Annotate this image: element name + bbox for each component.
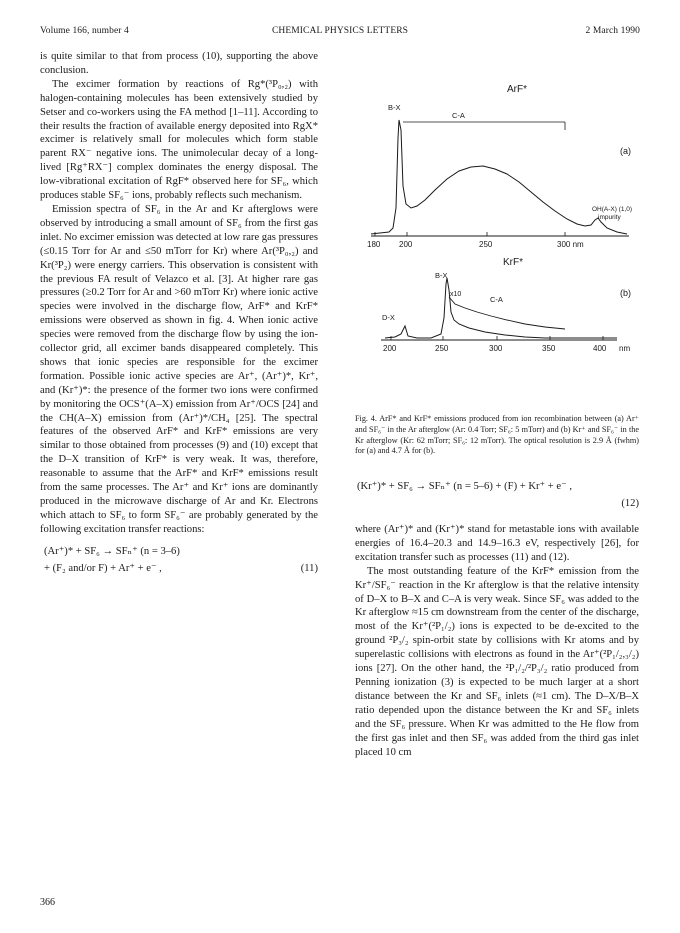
equation-11 <box>40 545 318 576</box>
panel-b-gain: x10 <box>450 291 462 298</box>
panel-a-tick-250: 250 <box>479 240 493 249</box>
figure-4-caption: Fig. 4. ArF* and KrF* emissions produced from ion recombination between (a) Ar⁺ and SF₆⁻ in the Ar afterglow (Ar: 0.4 Torr; SF₆: 5 mTorr) and (b) Kr⁺ and SF₆⁻ in the Kr afterglow (Kr: 62 mTorr; SF₆: 12 mTorr). The optical resolution is 2.9 Å (fwhm) for (a) and 4.7 Å for (b). <box>355 414 639 456</box>
panel-b-tick-unit: nm <box>619 344 631 353</box>
panel-a-tick-180: 180 <box>367 240 381 249</box>
paragraph-continuation: is quite similar to that from process (10), supporting the above conclusion. <box>40 51 318 76</box>
panel-b-tick-400: 400 <box>593 344 607 353</box>
paragraph-emission-spectra: Emission spectra of SF₆ in the Ar and Kr afterglows were observed by introducing a small amount of SF₆ from the first gas inlet. No excimer emission was detected at low rare gas pressures (≤0.15 Torr for Ar and ≤50 mTorr for Kr) where Ar(³P₀,₂) and Kr(³P₂) were energy carriers. This observation is consistent with the previous FA result of Velazco et al. [3]. At higher rare gas pressures (≥0.2 Torr for Ar and >60 mTorr Kr) where ionic active species were involved in the discharge flow, ArF* and KrF* emissions were observed as shown in fig. 4. When ionic active species were removed from the discharge flow by using the ion-collector grid, all excimer bands disappeared completely. This shows that ionic species are responsible for the excimer formation. Possible ionic active species are Ar⁺, (Ar⁺)*, Kr⁺, and (Kr⁺)*: the presence of the former two ions were confirmed by monitoring the OCS⁺(A–X) emission from Ar⁺/OCS [24] and the CH(A–X) emission from (Ar⁺)*/CH₄ [25]. The spectral features of the observed ArF* and KrF* emissions are very similar to those obtained from processes (9) and (10) except that the D–X transition of KrF* is very weak. It was, therefore, reasonable to assume that the ArF* and KrF* emissions result from the same processes. The Ar⁺ and Kr⁺ ions are dominantly produced in the microwave discharge of Ar and Kr. Electrons which attach to SF₆ to form SF₆⁻ are probably generated by the following excitation transfer reactions: <box>40 203 318 535</box>
panel-a-impurity-line-2: impurity <box>598 214 621 221</box>
page-header <box>40 26 640 40</box>
panel-b-band-bx: B-X <box>435 271 448 280</box>
panel-b-tick-300: 300 <box>489 344 503 353</box>
panel-a-label: (a) <box>620 146 631 156</box>
right-column <box>355 480 639 759</box>
panel-b-band-dx: D-X <box>382 313 395 322</box>
equation-11-number: (11) <box>300 562 318 574</box>
panel-b-spectrum-x10 <box>449 297 565 329</box>
journal-name: CHEMICAL PHYSICS LETTERS <box>271 26 409 36</box>
volume-number: Volume 166, number 4 <box>40 26 129 36</box>
panel-b-label: (b) <box>620 288 631 298</box>
left-column <box>40 50 318 576</box>
figure-4 <box>355 68 639 473</box>
figure-4-graphics <box>355 68 639 413</box>
panel-b-tick-350: 350 <box>542 344 556 353</box>
panel-a-band-ca: C-A <box>452 111 465 120</box>
equation-12 <box>355 480 639 513</box>
panel-a-title: ArF* <box>507 84 527 95</box>
paragraph-metastable-ions: where (Ar⁺)* and (Kr⁺)* stand for metastable ions with available energies of 16.4–20.3 and 14.9–16.3 eV, respectively [26], for excitation transfer such as processes (11) and (12). <box>355 524 639 563</box>
page-number: 366 <box>40 897 55 908</box>
equation-12-formula: (Kr⁺)* + SF₆ → SFₙ⁺ (n = 5–6) + (F) + Kr⁺ + e⁻ , <box>357 481 573 492</box>
panel-a-tick-300: 300 nm <box>557 240 584 249</box>
panel-b-spectrum <box>385 278 617 338</box>
panel-b-tick-250: 250 <box>435 344 449 353</box>
panel-a-band-bx: B-X <box>388 103 401 112</box>
panel-b-tick-200: 200 <box>383 344 397 353</box>
paragraph-krf-feature: The most outstanding feature of the KrF* emission from the Kr⁺/SF₆⁻ reaction in the Kr afterglow is that the relative intensity of D–X to B–X and C–A is very weak. Since SF₆ was added to the Kr afterglow ≈15 cm downstream from the center of the discharge, most of the Kr⁺(²P₁/₂) ions is expected to be de-excited to the ground ²P₃/₂ spin-orbit state by collisions with Kr atoms and by superelastic collisions with electrons as found in the Ar⁺(²P₁/₂,₃/₂) ions [27]. On the other hand, the ²P₁/₂/²P₃/₂ ratio produced from Penning ionization (3) is expected to be much larger at a short distance between the Kr and SF₆ inlets (≈1 cm). The D–X/B–X ratio depended upon the distance between the Kr and SF₆ inlets and the SF₆ pressure. When Kr was admitted to the He flow from the first gas inlet and then SF₆ was added from the third gas inlet placed 10 cm <box>355 565 639 758</box>
panel-a-impurity-line-1: OH(A-X) (1,0) <box>592 206 633 213</box>
equation-11-line-1: (Ar⁺)* + SF₆ → SFₙ⁺ (n = 3–6) <box>44 545 180 557</box>
paragraph-excimer-formation: The excimer formation by reactions of Rg*(³P₀,₂) with halogen-containing molecules has been extensively studied by Setser and co-workers using the FA method [1–11]. According to their results the fraction of available energy deposited into RgX* excimer is relatively small for molecules which form stable parent RX⁻ negative ions. The unimolecular decay of a long-lived [Rg⁺RX⁻] complex dominates the energy disposal. The low-vibrational excitation of RgF* observed here for SF₆, which produces stable SF₆⁻ ions, probably reflects such mechanism. <box>40 78 318 202</box>
equation-12-number: (12) <box>621 498 639 509</box>
panel-b-band-ca: C-A <box>490 295 503 304</box>
panel-b-title: KrF* <box>503 257 523 268</box>
panel-a-spectrum <box>371 120 627 234</box>
issue-date: 2 March 1990 <box>585 26 640 36</box>
equation-11-line-2: + (F₂ and/or F) + Ar⁺ + e⁻ , <box>44 562 162 574</box>
panel-a-tick-200: 200 <box>399 240 413 249</box>
